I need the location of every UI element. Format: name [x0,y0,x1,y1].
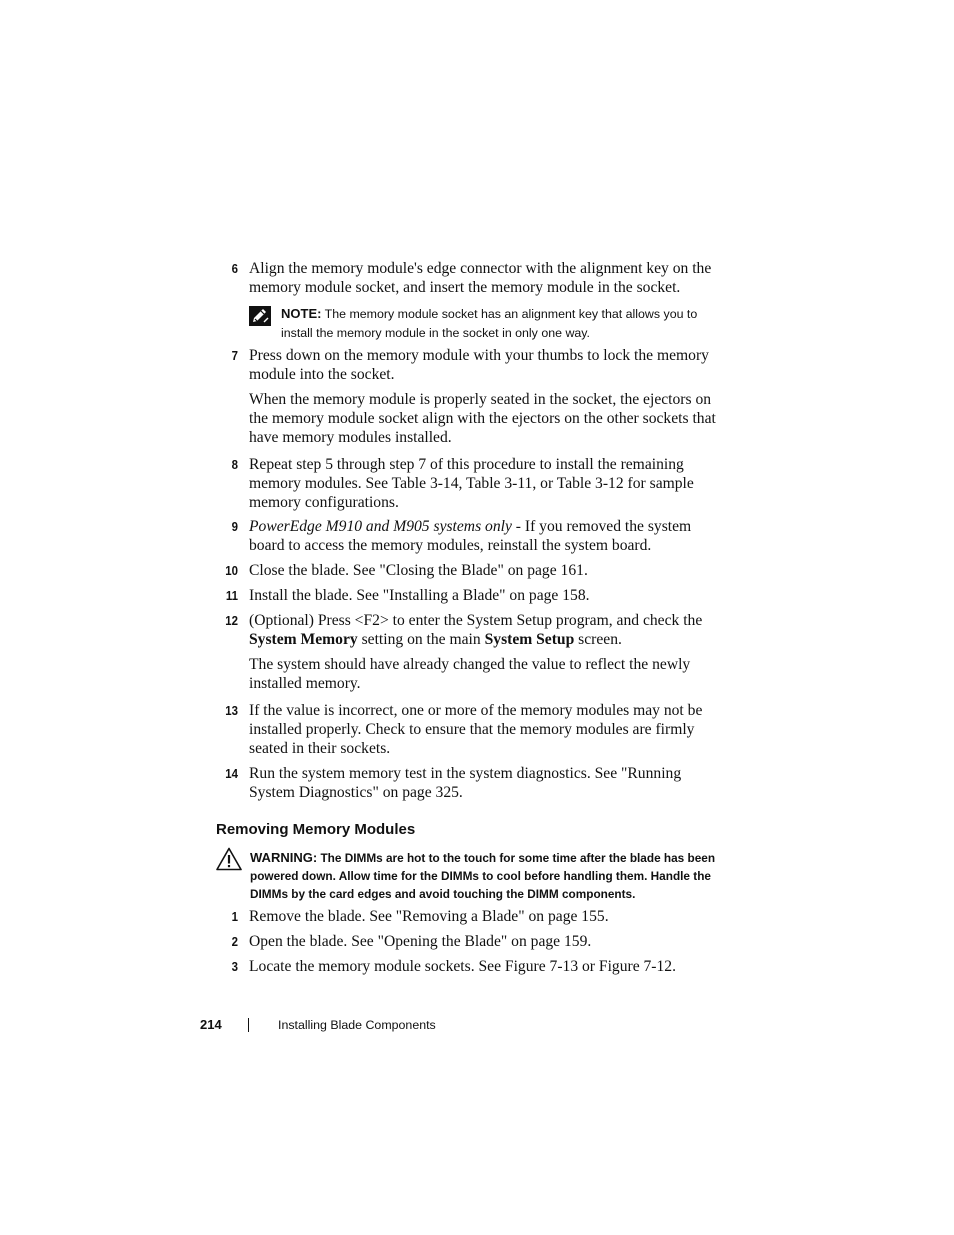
step-9-body: - If you removed the system board to access the memory modules, reinstall the system board. [249,518,692,554]
warning-text [250,849,720,903]
step-number: 12 [225,613,238,628]
step-12-text-a: (Optional) Press <F2> to enter the System Setup program, and check the [249,612,703,629]
step-7-detail: When the memory module is properly seated in the socket, the ejectors on the memory module socket align with the ejectors on the other sockets that have memory modules installed. [249,391,716,446]
step-number: 9 [231,519,238,534]
system-setup-term: System Setup [484,631,575,648]
step-number: 7 [231,348,238,363]
step-text: If the value is incorrect, one or more of the memory modules may not be installed properly. Check to ensure that the memory modules are firmly seated in their sockets. [249,702,703,757]
step-number: 13 [225,703,238,718]
page-footer [0,1014,954,1036]
warning-body: The DIMMs are hot to the touch for some time after the blade has been powered down. Allow time for the DIMMs to cool before handling them. Handle the DIMMs by the card edges and avoid touching the DIMM components. [250,851,716,901]
section-heading: Removing Memory Modules [216,821,416,838]
note-label: NOTE: [281,306,322,321]
step-12-text-b: setting on the main [357,631,485,648]
footer-divider [248,1018,249,1032]
step-text: Close the blade. See "Closing the Blade" on page 161. [249,562,588,579]
step-text: Align the memory module's edge connector with the alignment key on the memory module socket, and insert the memory module in the socket. [249,260,712,296]
note-text [281,304,721,343]
step-number: 6 [231,261,238,276]
step-number: 3 [231,959,238,974]
step-12-text-c: screen. [574,631,622,648]
step-text: Repeat step 5 through step 7 of this procedure to install the remaining memory modules. See Table 3-14, Table 3-11, or Table 3-12 for sample memory configurations. [249,456,694,511]
page-number: 214 [200,1017,222,1032]
warning-label: WARNING: [250,850,318,865]
warning-triangle-icon [216,847,242,871]
step-number: 8 [231,457,238,472]
step-9-qualifier: PowerEdge M910 and M905 systems only [249,518,512,535]
step-12-detail: The system should have already changed the value to reflect the newly installed memory. [249,656,691,692]
step-text: Press down on the memory module with your thumbs to lock the memory module into the socket. [249,347,709,383]
step-number: 10 [225,563,238,578]
step-text: Remove the blade. See "Removing a Blade" on page 155. [249,908,609,925]
step-text [249,517,717,555]
system-memory-term: System Memory [249,631,358,648]
step-number: 2 [231,934,238,949]
step-text: Install the blade. See "Installing a Blade" on page 158. [249,587,590,604]
step-number: 1 [231,909,238,924]
step-number: 14 [225,766,238,781]
note-pencil-icon [249,306,271,326]
chapter-title: Installing Blade Components [278,1018,436,1032]
step-text: Locate the memory module sockets. See Figure 7-13 or Figure 7-12. [249,958,676,975]
step-text [249,611,717,649]
step-text: Run the system memory test in the system diagnostics. See "Running System Diagnostics" on page 325. [249,765,682,801]
step-text: Open the blade. See "Opening the Blade" on page 159. [249,933,592,950]
step-number: 11 [225,588,238,603]
note-body: The memory module socket has an alignment key that allows you to install the memory module in the socket in only one way. [281,307,698,340]
